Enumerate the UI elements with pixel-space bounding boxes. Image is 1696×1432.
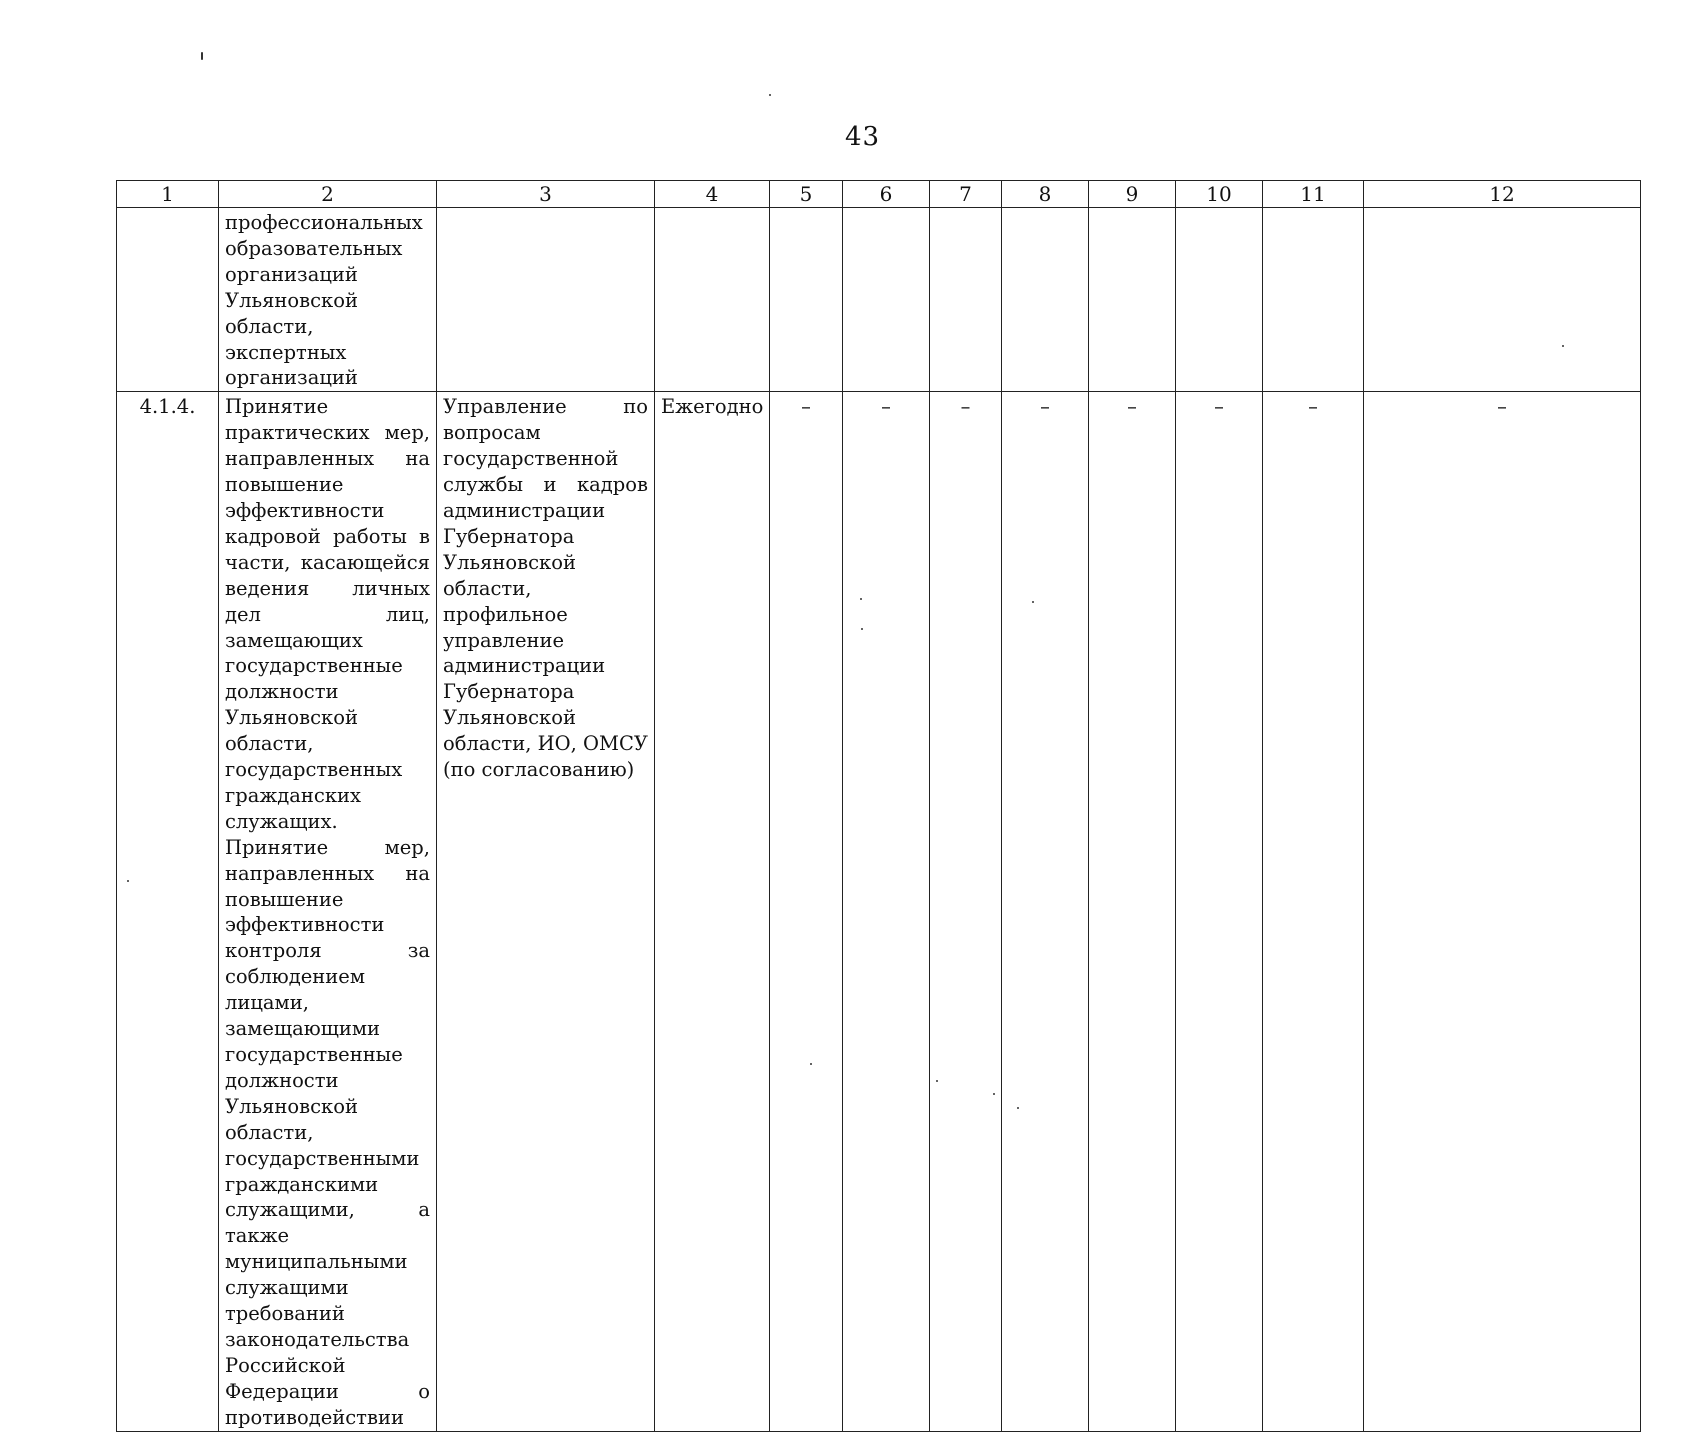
responsible-cell [437, 208, 655, 392]
column-header-1: 1 [117, 181, 219, 208]
dash-value: – [1497, 395, 1507, 419]
dash-value: – [1040, 395, 1050, 419]
dash-value: – [960, 395, 971, 419]
table-row [117, 208, 1641, 392]
column-header-9: 9 [1089, 181, 1176, 208]
value-cell [843, 208, 930, 392]
measure-cell [219, 208, 437, 392]
dash-value: – [881, 395, 891, 419]
value-cell [1263, 208, 1364, 392]
value-cell [1002, 392, 1089, 1431]
measure-cell [219, 392, 437, 1431]
column-header-10: 10 [1176, 181, 1263, 208]
column-header-12: 12 [1364, 181, 1641, 208]
value-cell [770, 392, 843, 1431]
row-number-cell [117, 208, 219, 392]
value-cell [1176, 392, 1263, 1431]
value-cell [1002, 208, 1089, 392]
value-cell [1089, 392, 1176, 1431]
scan-artifact [769, 94, 771, 96]
table-header-row [117, 181, 1641, 208]
value-cell [1089, 208, 1176, 392]
column-header-8: 8 [1002, 181, 1089, 208]
dash-value: – [801, 395, 811, 419]
value-cell [1263, 392, 1364, 1431]
measures-table [116, 180, 1641, 1432]
column-header-6: 6 [843, 181, 930, 208]
column-header-4: 4 [655, 181, 770, 208]
scan-artifact [201, 52, 203, 60]
value-cell [1364, 392, 1641, 1431]
column-header-5: 5 [770, 181, 843, 208]
page-number: 43 [845, 122, 881, 152]
responsible-cell [437, 392, 655, 1431]
row-number-cell [117, 392, 219, 1431]
column-header-7: 7 [930, 181, 1002, 208]
responsible-text [437, 208, 654, 210]
value-cell [930, 208, 1002, 392]
measure-text: профессиональных образовательных организаций Ульяновской области, экспертных организаций [225, 211, 423, 390]
period-cell [655, 208, 770, 392]
table-row [117, 392, 1641, 1431]
measure-text: Принятие практических мер, направленных на повышение эффективности кадровой работы в части, касающейся ведения личных дел лиц, замещающих государственные должности Ульяновской области, государственных гражданских служащих. Принятие мер, направленных на повышение эффективности контроля за соблюдением лицами, замещающими государственные должности Ульяновской области, государственными гражданскими служащими, а также муниципальными служащими требований законодательства Российской Федерации о противодействии [225, 395, 430, 1429]
value-cell [1364, 208, 1641, 392]
value-cell [770, 208, 843, 392]
value-cell [843, 392, 930, 1431]
period-text [655, 208, 769, 210]
dash-value: – [1127, 395, 1137, 419]
value-cell [1176, 208, 1263, 392]
value-cell [930, 392, 1002, 1431]
row-number: 4.1.4. [139, 395, 196, 419]
row-number [117, 208, 218, 210]
column-header-11: 11 [1263, 181, 1364, 208]
responsible-text: Управление по вопросам государственной службы и кадров администрации Губернатора Ульяновской области, профильное управление администрации Губернатора Ульяновской области, ИО, ОМСУ (по согласованию) [443, 395, 648, 782]
period-text: Ежегодно [661, 395, 764, 419]
column-header-2: 2 [219, 181, 437, 208]
dash-value: – [1308, 395, 1318, 419]
dash-value: – [1214, 395, 1224, 419]
column-header-3: 3 [437, 181, 655, 208]
period-cell [655, 392, 770, 1431]
